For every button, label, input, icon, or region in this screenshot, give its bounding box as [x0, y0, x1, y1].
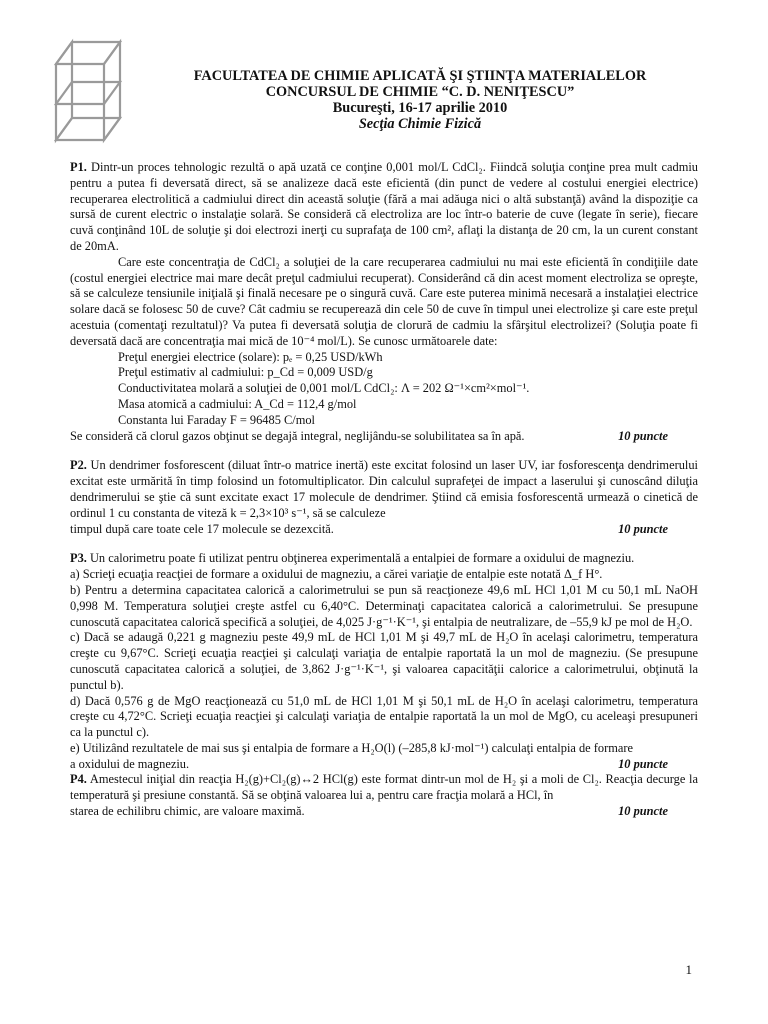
page-number: 1 [685, 962, 692, 977]
p3-intro-text: Un calorimetru poate fi utilizat pentru obţinerea experimentală a entalpiei de formare a oxidului de magneziu. [89, 551, 635, 566]
p3-part-b: b) Pentru a determina capacitatea calorică a calorimetrului se pun să reacţioneze 49,6 mL HCl 1,01 M cu 50,1 mL NaOH 0,998 M. Temperatura soluţiei creşte astfel cu 6,40°C. Determinaţi capacitatea calorică a calorimetrului. Se presupune cunoscută capacitatea calorică specifică a soluţiei, de 4,025 J·g⁻¹·K⁻¹, şi entalpia de neutralizare, de –55,9 kJ pe mol de H₂O. [70, 582, 698, 629]
p2-label: P2. [70, 458, 87, 473]
p1-closing: Se consideră că clorul gazos obţinut se degajă integral, neglijându-se solubilitatea sa în apă. [70, 428, 525, 443]
p1-label: P1. [70, 160, 87, 174]
faculty-title: FACULTATEA DE CHIMIE APLICATĂ ŞI ŞTIINŢA MATERIALELOR [193, 68, 647, 84]
p1-data-item: Conductivitatea molară a soluţiei de 0,001 mol/L CdCl₂: Λ = 202 Ω⁻¹×cm²×mol⁻¹. [118, 381, 530, 396]
p3-e-last: a oxidului de magneziu. [70, 756, 190, 771]
p1-data-item: Preţul estimativ al cadmiului: p_Cd = 0,009 USD/g [118, 365, 373, 380]
date-location: Bucureşti, 16-17 aprilie 2010 [332, 100, 508, 116]
p3-part-e: e) Utilizând rezultatele de mai sus şi entalpia de formare a H₂O(l) (–285,8 kJ·mol⁻¹) calculaţi entalpia de formare [70, 740, 633, 755]
p3-part-d: d) Dacă 0,576 g de MgO reacţionează cu 51,0 mL de HCl 1,01 M şi 50,1 mL de H₂O în acelaşi calorimetru, temperatura creşte cu 4,72°C. Scrieţi ecuaţia reacţiei şi calculaţi variaţia de entalpie raportată la un mol de MgO, cu aceleaşi presupuneri ca la punctul c). [70, 693, 698, 740]
p3-part-a: a) Scrieţi ecuaţia reacţiei de formare a oxidului de magneziu, a cărei variaţie de entalpie este notată Δ_f H°. [70, 567, 603, 582]
p1-question: Care este concentraţia de CdCl₂ a soluţiei de la care recuperarea cadmiului nu mai este eficientă în condiţiile date (costul energiei electrice mai mare decât preţul cadmiului recuperat). Considerând că din acest moment electroliza se opreşte, să se calculeze tensiunile iniţială şi finală necesare pe o singură cuvă. Care este puterea minimă necesară a instalaţiei electrice solare dacă se folosesc 50 de cuve? Cât cadmiu se recuperează din cele 50 de cuve în timpul unei electrolize şi care este preţul acestuia (comentaţi rezultatul)? Va putea fi deversată soluţia de clorură de cadmiu la sfârşitul electrolizei? (Soluţia poate fi deversată dacă are concentraţia mai mică de 10⁻⁴ mol/L). Se cunosc următoarele date: [70, 254, 698, 348]
p3-last-line [70, 757, 698, 773]
p2-points: 10 puncte [618, 521, 668, 536]
p4-text [70, 772, 698, 804]
p1-data-item: Preţul energiei electrice (solare): pₑ = 0,25 USD/kWh [118, 349, 383, 364]
university-logo [42, 36, 142, 156]
p4-last-line [70, 804, 698, 820]
p1-intro-text: Dintr-un proces tehnologic rezultă o apă uzată ce conţine 0,001 mol/L CdCl₂. Fiindcă soluţia conţine prea mult cadmiu pentru a putea fi deversată direct, să se analizeze dacă este eficientă (din punct de vedere al costului energiei electrice) recuperarea electrolitică a cadmiului direct din această soluţie (fără a mai adăuga nici o altă substanţă) având la dispoziţie ca sursă de curent electric o instalaţie solară. Se consideră că electroliza are loc într-o baterie de cuve (legate în serie), fiecare cuvă conţinând 10L de soluţie şi doi electrozi inerţi cu suprafaţa de 100 cm², aflaţi la distanţa de 20 cm, la un curent constant de 20mA. [70, 160, 698, 253]
p1-data-list [70, 350, 698, 429]
p4-points: 10 puncte [618, 804, 668, 819]
contest-title: CONCURSUL DE CHIMIE “C. D. NENIŢESCU” [265, 84, 575, 100]
p2-text [70, 458, 698, 521]
document-header [150, 68, 690, 132]
problems-body [70, 160, 698, 820]
p3-intro [70, 551, 698, 567]
section-title: Secţia Chimie Fizică [358, 116, 482, 132]
p3-part-c: c) Dacă se adaugă 0,221 g magneziu peste 49,9 mL de HCl 1,01 M şi 49,7 mL de H₂O în acelaşi calorimetru, temperatura creşte cu 9,67°C. Scrieţi ecuaţia reacţiei şi calculaţi variaţia de entalpie raportată la un mol de magneziu. (Se presupune cunoscută capacitatea calorică a soluţiei, de 3,862 J·g⁻¹·K⁻¹, şi valoarea capacităţii calorice a calorimetrului, obţinută la punctul b). [70, 630, 698, 692]
p1-points: 10 puncte [618, 428, 668, 443]
p2-last: timpul după care toate cele 17 molecule se dezexcită. [70, 521, 334, 536]
p2-body: Un dendrimer fosforescent (diluat într-o matrice inertă) este excitat folosind un laser UV, iar fosforescenţa dendrimerului excitat este urmărită în timp folosind un fotomultiplicator. Din calculul suprafeţei de impact a laserului şi cunoscând diluţia dendrimerului se ştie că sunt excitate exact 17 molecule de dendrimer. Ştiind că emisia fosforescentă urmează o cinetică de ordinul 1 cu constanta de viteză k = 2,3×10³ s⁻¹, să se calculeze [70, 458, 698, 520]
p3-points: 10 puncte [618, 756, 668, 771]
p4-last: starea de echilibru chimic, are valoare maximă. [70, 804, 305, 819]
p3-label: P3. [70, 551, 87, 566]
p1-data-item: Masa atomică a cadmiului: A_Cd = 112,4 g/mol [118, 396, 357, 411]
p2-last-line [70, 522, 698, 538]
p1-data-item: Constanta lui Faraday F = 96485 C/mol [118, 412, 315, 427]
p4-label: P4. [70, 772, 87, 787]
p1-intro [70, 160, 698, 255]
p1-closing-line [70, 429, 698, 445]
p4-body: Amestecul iniţial din reacţia H₂(g)+Cl₂(g)↔2 HCl(g) este format dintr-un mol de H₂ şi a moli de Cl₂. Reacţia decurge la temperatură şi presiune constantă. Să se obţină valoarea lui a, pentru care fracţia molară a HCl, în [70, 772, 698, 803]
